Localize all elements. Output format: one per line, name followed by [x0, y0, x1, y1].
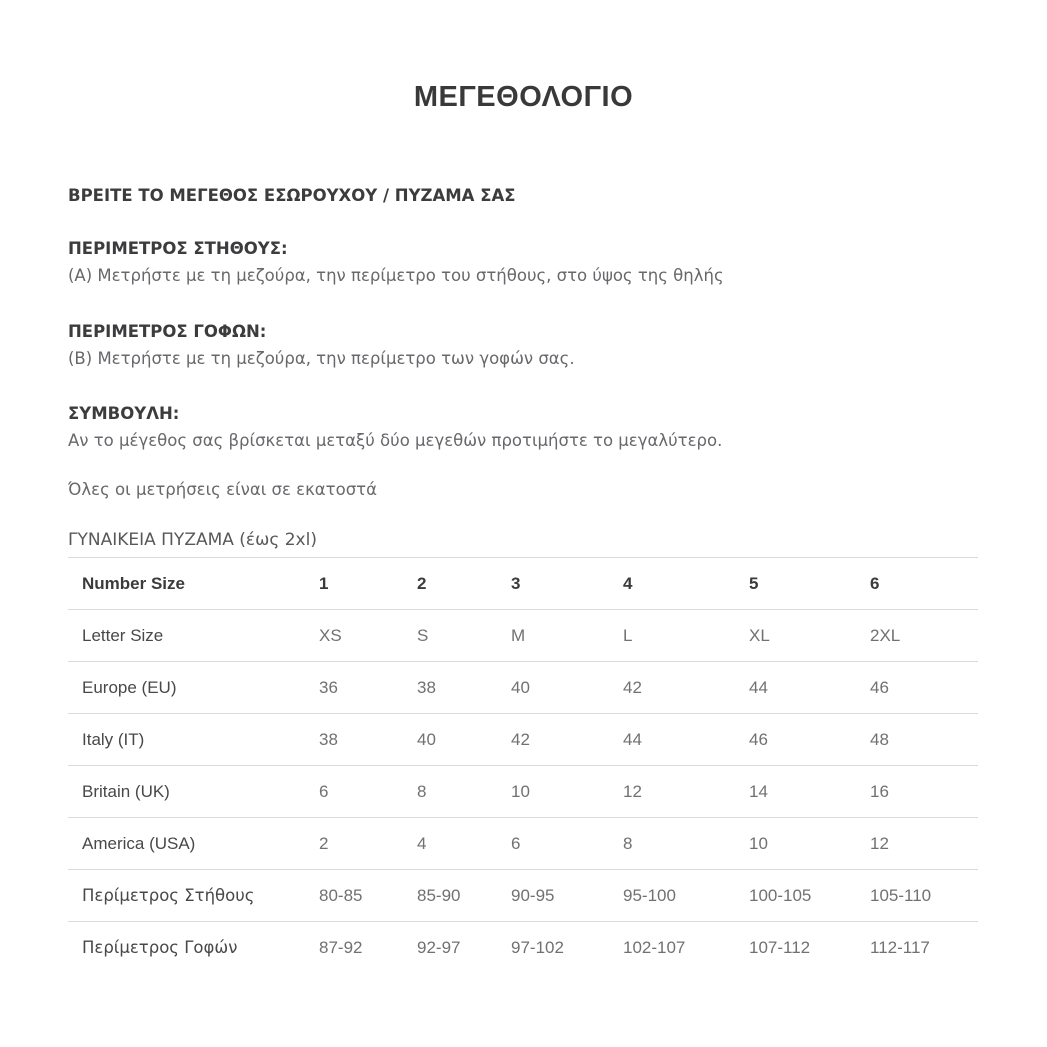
chest-section-body: (Α) Μετρήστε με τη μεζούρα, την περίμετρο του στήθους, στο ύψος της θηλής: [68, 266, 724, 285]
row-label-cell: Italy (IT): [82, 729, 145, 749]
size-value-cell: 80-85: [319, 885, 363, 905]
size-value-cell: 90-95: [511, 885, 555, 905]
size-value-cell: 38: [319, 729, 338, 749]
size-value-cell: 100-105: [749, 885, 812, 905]
table-row-letter-size: [68, 610, 978, 662]
size-value-cell: 42: [511, 729, 530, 749]
row-label-cell: Britain (UK): [82, 781, 170, 801]
size-value-cell: 85-90: [417, 885, 461, 905]
size-value-cell: 8: [623, 833, 633, 853]
size-value-cell: 48: [870, 729, 889, 749]
hips-section-body: (Β) Μετρήστε με τη μεζούρα, την περίμετρο των γοφών σας.: [68, 349, 575, 368]
row-label-cell: Περίμετρος Γοφών: [82, 938, 238, 958]
intro-heading: ΒΡΕΙΤΕ ΤΟ ΜΕΓΕΘΟΣ ΕΣΩΡΟΥΧΟΥ / ΠΥΖΑΜΑ ΣΑΣ: [68, 186, 516, 205]
size-value-cell: 6: [511, 833, 521, 853]
row-label-cell: Number Size: [82, 573, 185, 593]
size-value-cell: 4: [623, 573, 633, 593]
size-value-cell: 38: [417, 677, 436, 697]
size-value-cell: 102-107: [623, 937, 686, 957]
size-value-cell: 36: [319, 677, 338, 697]
row-label-cell: Europe (EU): [82, 677, 177, 697]
size-value-cell: 14: [749, 781, 768, 801]
size-value-cell: 44: [623, 729, 642, 749]
tip-section-body: Αν το μέγεθος σας βρίσκεται μεταξύ δύο μεγεθών προτιμήστε το μεγαλύτερο.: [68, 431, 723, 450]
size-value-cell: 12: [623, 781, 642, 801]
size-value-cell: 5: [749, 573, 759, 593]
size-value-cell: 42: [623, 677, 642, 697]
size-value-cell: 2XL: [870, 625, 901, 645]
size-value-cell: 46: [749, 729, 768, 749]
table-row-britain: [68, 766, 978, 818]
size-value-cell: 44: [749, 677, 768, 697]
chest-section-heading: ΠΕΡΙΜΕΤΡΟΣ ΣΤΗΘΟΥΣ:: [68, 239, 288, 258]
row-label-cell: Letter Size: [82, 625, 164, 645]
size-value-cell: 6: [870, 573, 880, 593]
table-row-number-size: [68, 558, 978, 610]
size-value-cell: 46: [870, 677, 889, 697]
size-value-cell: 40: [417, 729, 436, 749]
size-value-cell: 10: [749, 833, 768, 853]
size-value-cell: S: [417, 625, 429, 645]
size-value-cell: 2: [319, 833, 329, 853]
table-row-hips-circumference: [68, 922, 978, 974]
row-label-cell: America (USA): [82, 833, 196, 853]
size-value-cell: 2: [417, 573, 427, 593]
table-row-america: [68, 818, 978, 870]
page-title: ΜΕΓΕΘΟΛΟΓΙΟ: [413, 81, 634, 113]
table-row-europe: [68, 662, 978, 714]
size-value-cell: 40: [511, 677, 530, 697]
size-value-cell: XL: [749, 625, 770, 645]
tip-section-heading: ΣΥΜΒΟΥΛΗ:: [68, 404, 180, 423]
size-value-cell: 97-102: [511, 937, 564, 957]
size-value-cell: 107-112: [749, 937, 811, 957]
table-caption: ΓΥΝΑΙΚΕΙΑ ΠΥΖΑΜΑ (έως 2xl): [68, 530, 317, 550]
table-row-chest-circumference: [68, 870, 978, 922]
size-value-cell: 3: [511, 573, 521, 593]
size-value-cell: 4: [417, 833, 427, 853]
size-value-cell: 92-97: [417, 937, 461, 957]
size-value-cell: M: [511, 625, 526, 645]
size-value-cell: 16: [870, 781, 889, 801]
size-conversion-table: [68, 557, 978, 974]
size-value-cell: 10: [511, 781, 530, 801]
size-value-cell: 8: [417, 781, 427, 801]
table-row-italy: [68, 714, 978, 766]
size-value-cell: 6: [319, 781, 329, 801]
size-value-cell: XS: [319, 625, 342, 645]
size-value-cell: 105-110: [870, 885, 932, 905]
size-value-cell: 12: [870, 833, 889, 853]
size-value-cell: 112-117: [870, 937, 930, 957]
measurements-note: Όλες οι μετρήσεις είναι σε εκατοστά: [68, 480, 377, 499]
size-value-cell: 87-92: [319, 937, 363, 957]
size-value-cell: 1: [319, 573, 329, 593]
size-value-cell: L: [623, 625, 633, 645]
row-label-cell: Περίμετρος Στήθους: [82, 886, 255, 905]
hips-section-heading: ΠΕΡΙΜΕΤΡΟΣ ΓΟΦΩΝ:: [68, 322, 267, 341]
size-value-cell: 95-100: [623, 885, 676, 905]
